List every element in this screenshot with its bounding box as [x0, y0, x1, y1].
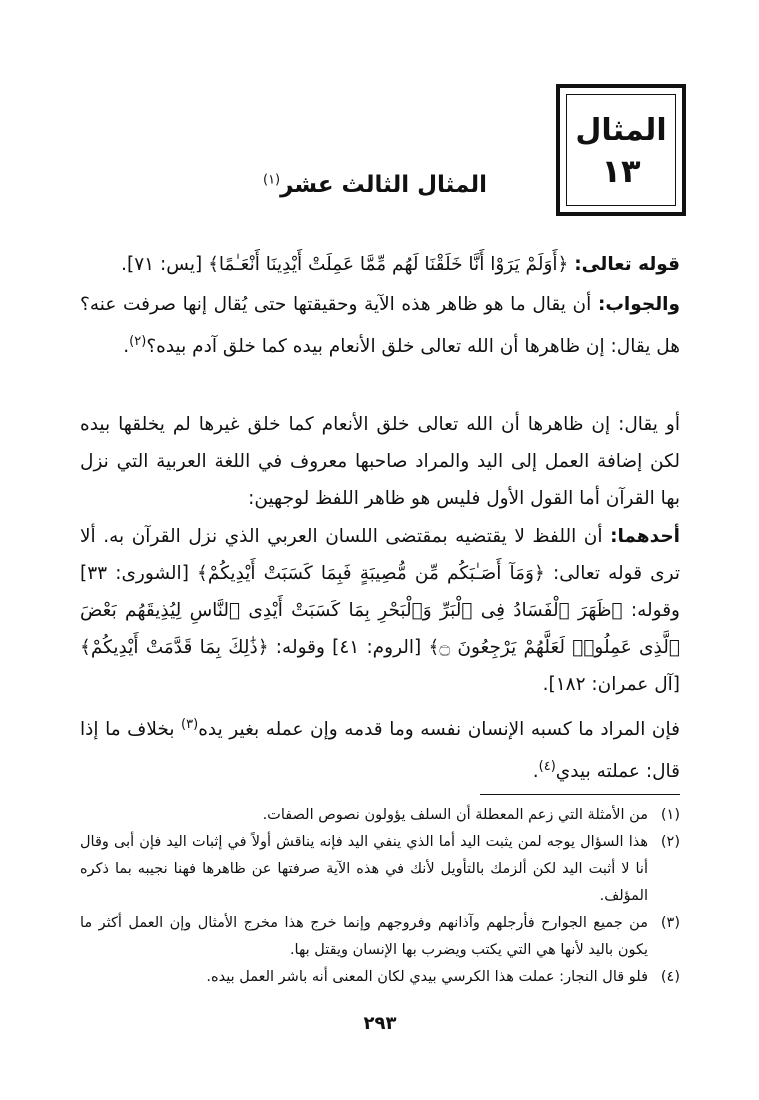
box-number: ١٣ [601, 152, 641, 190]
footnote [80, 910, 680, 964]
p2-end: . [123, 336, 130, 358]
p4-text-1: أن اللفظ لا يقتضيه بمقتضى اللسان العربي الذي نزل القرآن به. ألا ترى قوله تعالى: [80, 526, 680, 584]
page-number: ٢٩٣ [363, 1013, 397, 1034]
footnote-text: فلو قال النجار: عملت هذا الكرسي بيدي لكان المعنى أنه باشر العمل بيده. [206, 969, 648, 985]
p4-quran-verse-1: ﴿وَمَآ أَصَـٰبَكُم مِّن مُّصِيبَةٍ فَبِمَا كَسَبَتْ أَيْدِيكُمْ﴾ [197, 563, 545, 584]
p4-quran-verse-2: ﴿ظَهَرَ ٱلْفَسَادُ فِى ٱلْبَرِّ وَٱلْبَحْرِ بِمَا كَسَبَتْ أَيْدِى ٱلنَّاسِ لِيُذِيقَهُم بَعْضَ ٱلَّذِى عَمِلُوا۟ لَعَلَّهُمْ يَرْجِعُونَ ۝﴾ [80, 600, 680, 658]
p4-lead: أحدهما: [610, 526, 680, 547]
p5-end: . [532, 761, 539, 783]
example-number-box [556, 84, 686, 216]
footnote-text: من جميع الجوارح فأرجلهم وآذانهم وفروجهم وإنما خرج هذا مخرج الأمثال وإن العمل أكثر ما يكون باليد لأنها هي التي يكتب ويضرب بها الإنسان ويقتل بها. [80, 915, 648, 958]
footnote-text: هذا السؤال يوجه لمن يثبت اليد أما الذي ينفي اليد فإنه يناقش أولاً في إثبات اليد فإن أبى وقال أنا لا أثبت اليد لكن ألزمك بالتأويل لأنك في هذه الآية صرفتها عن ظاهرها فهنا نجيبه بما ذكره المؤلف. [80, 834, 648, 904]
paragraph-5 [80, 706, 680, 790]
p4-text-3: وقوله: [268, 637, 325, 658]
footnote [80, 802, 680, 829]
paragraph-4 [80, 518, 680, 703]
p5-footnote-ref-1: (٣) [181, 717, 199, 732]
footnote-number: (٢) [660, 834, 680, 850]
p5-text-2: بخلاف ما إذا قال: عملته بيدي [80, 719, 680, 783]
p3-text: أو يقال: إن ظاهرها أن الله تعالى خلق الأنعام كما خلق غيرها لم يخلقها بيده لكن إضافة العمل إلى اليد والمراد صاحبها معروف في اللغة العربية التي نزل بها القرآن أما القول الأول فليس هو ظاهر اللفظ لوجهين: [80, 414, 680, 509]
footnote-text: من الأمثلة التي زعم المعطلة أن السلف يؤولون نصوص الصفات. [262, 807, 648, 823]
chapter-title-text: المثال الثالث عشر [280, 172, 488, 198]
footnote [80, 829, 680, 910]
p2-text: أن يقال ما هو ظاهر هذه الآية وحقيقتها حتى يُقال إنها صرفت عنه؟ هل يقال: إن ظاهرها أن الله تعالى خلق الأنعام بيده كما خلق آدم بيده؟ [80, 294, 680, 358]
footnote-number: (١) [660, 807, 680, 823]
p1-quran-verse: ﴿أَوَلَمْ يَرَوْا أَنَّا خَلَقْنَا لَهُم مِّمَّا عَمِلَتْ أَيْدِينَا أَنْعَـٰمًا﴾ [208, 254, 575, 275]
paragraph-3 [80, 406, 680, 517]
p4-text-2: وقوله: [622, 600, 680, 621]
title-footnote-ref: (١) [262, 172, 281, 188]
p2-lead: والجواب: [597, 294, 680, 315]
footnotes [80, 802, 680, 991]
p2-footnote-ref: (٢) [129, 334, 147, 349]
p5-text-1: فإن المراد ما كسبه الإنسان نفسه وما قدمه وإن عمله بغير يده [198, 719, 680, 741]
p1-lead: قوله تعالى: [574, 254, 680, 275]
p4-verse-ref-3: [آل عمران: ١٨٢]. [542, 674, 680, 695]
p4-verse-ref-2: [الروم: ٤١] [324, 637, 429, 658]
example-number-box-inner [566, 94, 676, 206]
chapter-title [250, 172, 500, 198]
footnote-divider [480, 794, 680, 795]
p1-verse-ref: [يس: ٧١]. [121, 254, 209, 275]
footnote-number: (٤) [660, 969, 680, 985]
p4-verse-ref-1: [الشورى: ٣٣] [80, 563, 198, 584]
paragraph-2 [80, 286, 680, 365]
p4-quran-verse-3: ﴿ذَٰلِكَ بِمَا قَدَّمَتْ أَيْدِيكُمْ﴾ [80, 637, 269, 658]
p5-footnote-ref-2: (٤) [538, 759, 556, 775]
box-word: المثال [575, 113, 667, 148]
footnote [80, 964, 680, 991]
footnote-number: (٣) [660, 915, 680, 931]
paragraph-1 [80, 246, 680, 283]
